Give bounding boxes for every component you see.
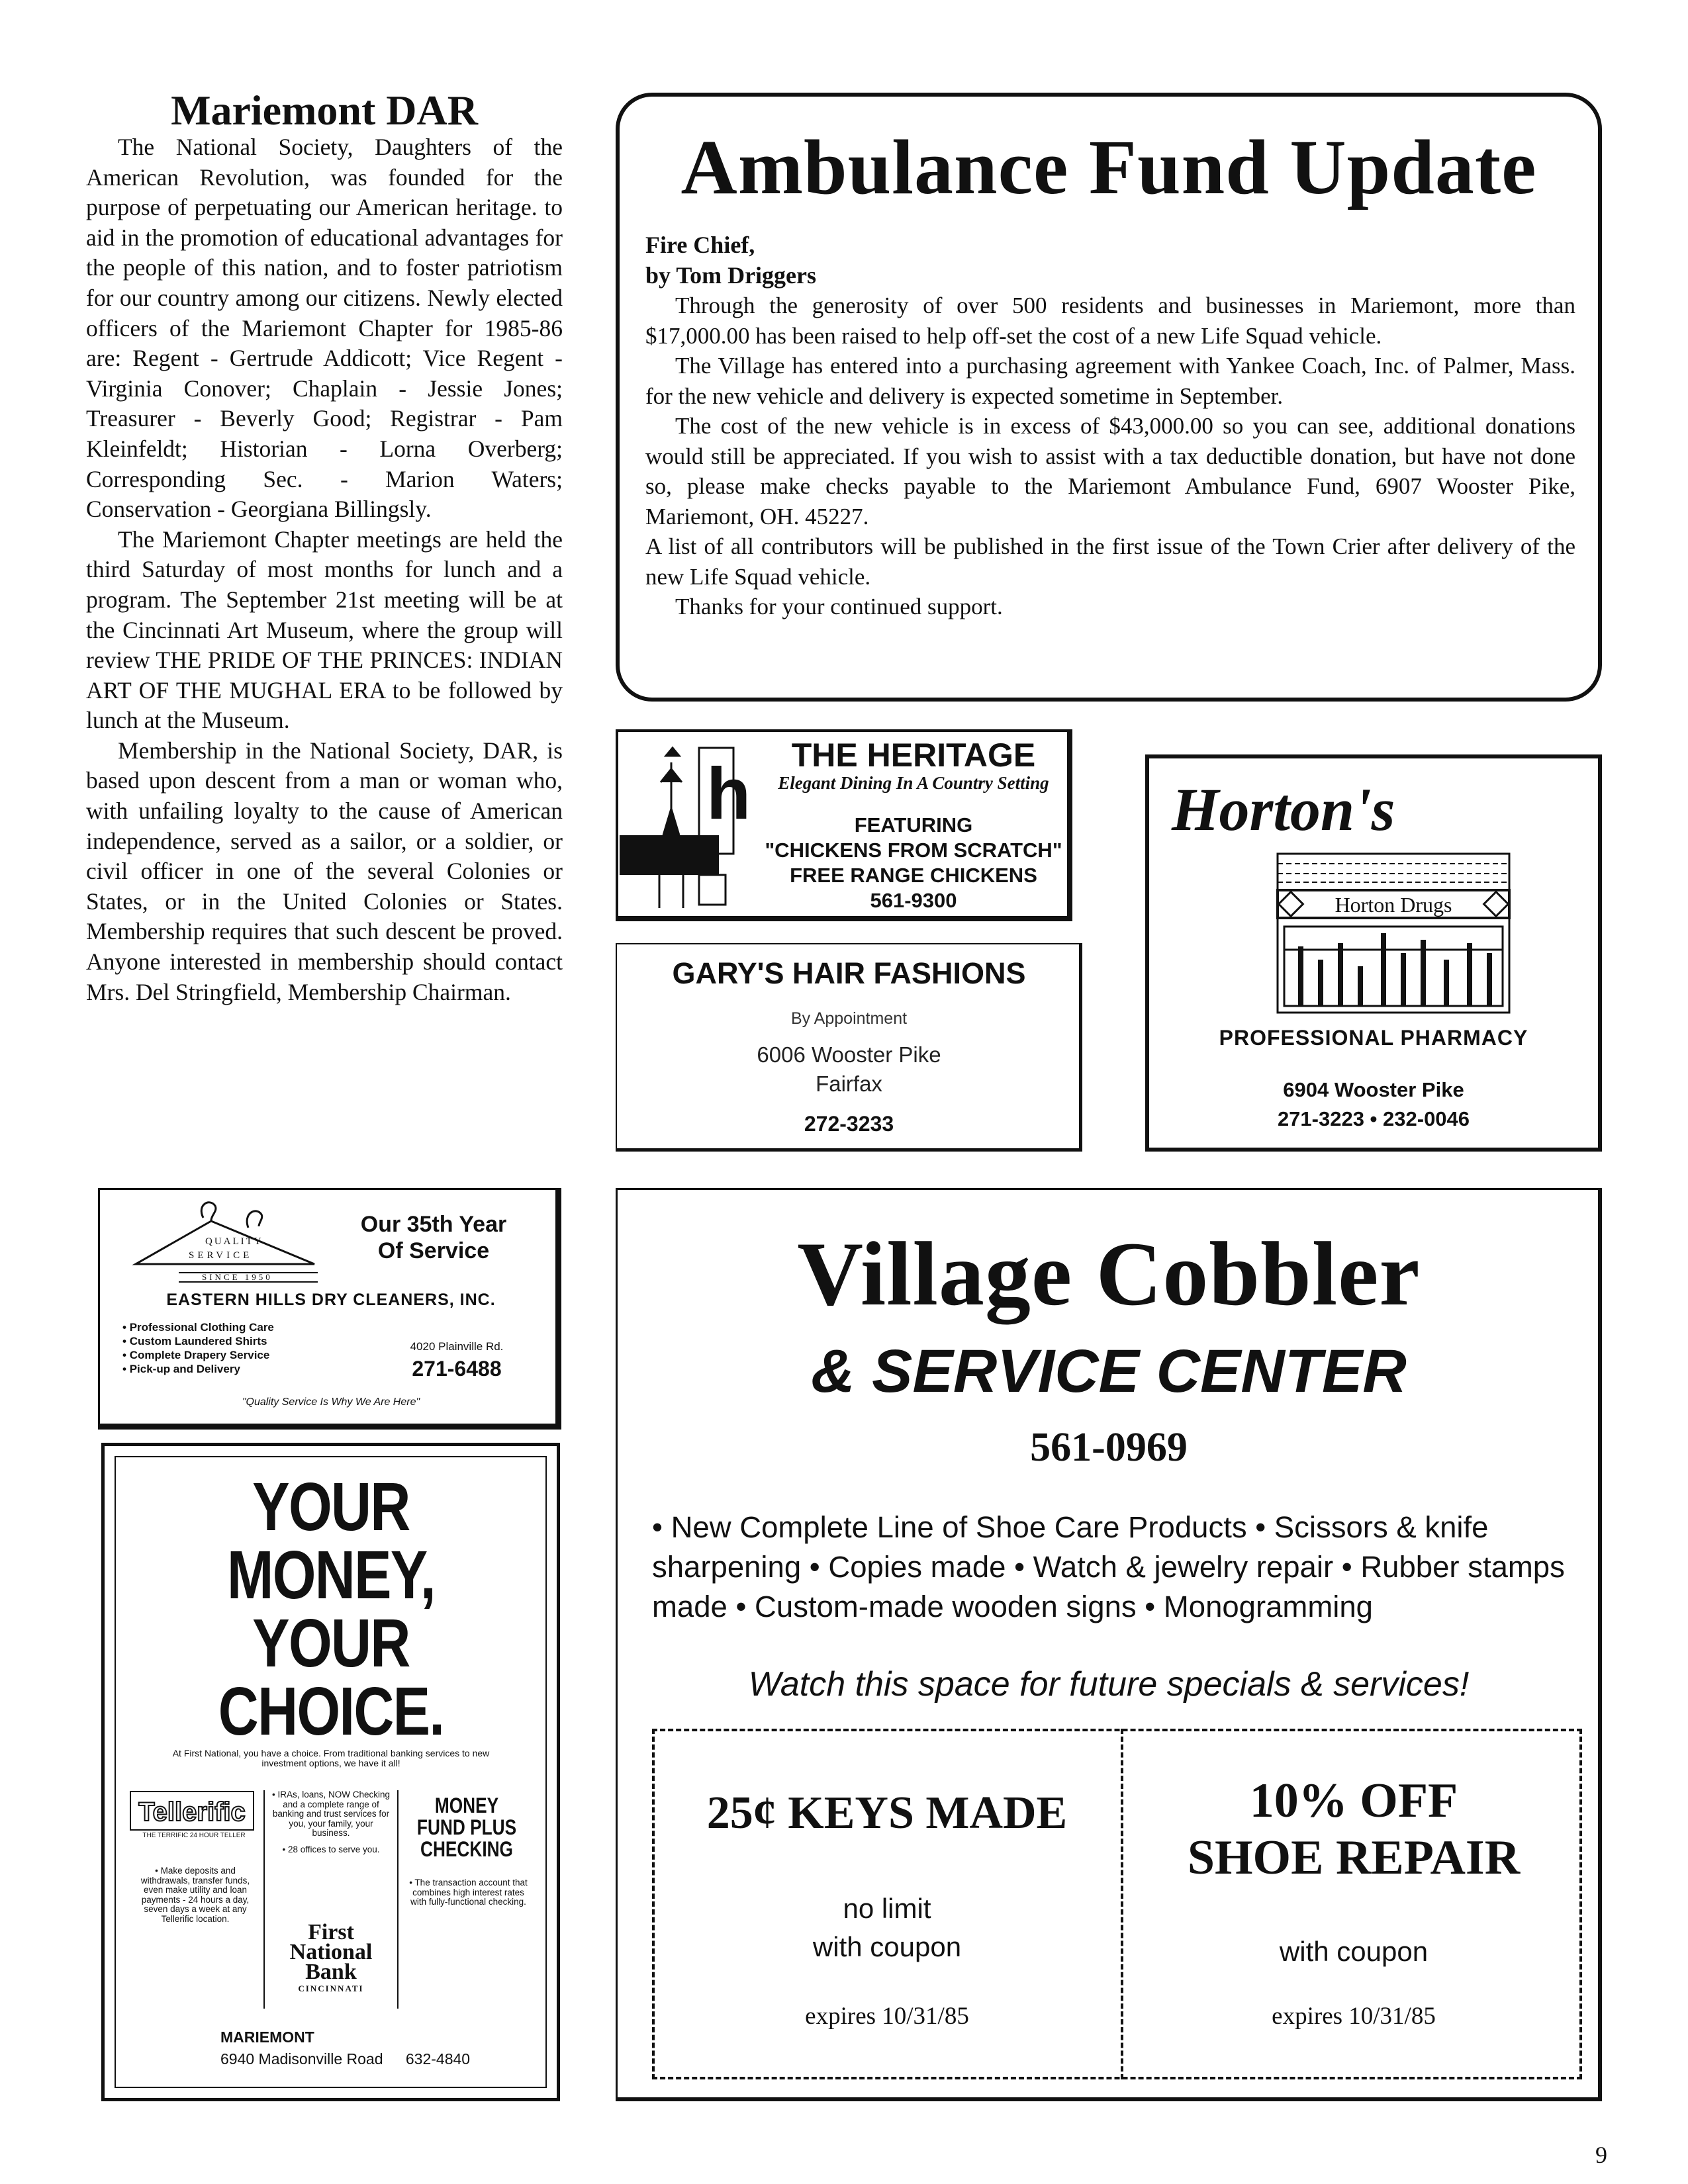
horton-storefront-icon <box>1274 850 1513 1016</box>
cleaners-services-list <box>122 1320 400 1376</box>
bank-intro: At First National, you have a choice. From traditional banking services to new investment options, we have it all! <box>172 1748 490 1768</box>
cleaners-years: Our 35th Year <box>360 1212 507 1237</box>
keys-coupon-title: 25¢ KEYS MADE <box>706 1788 1068 1839</box>
dar-article-body <box>86 132 563 1007</box>
heritage-name: THE HERITAGE <box>791 737 1036 774</box>
cleaners-name: EASTERN HILLS DRY CLEANERS, INC. <box>166 1291 496 1309</box>
horton-script-logo: Horton's <box>1172 776 1395 843</box>
money-fund-text: • The transaction account that combines high interest rates with fully-functional checking. <box>409 1878 528 1907</box>
ambulance-paragraph: Through the generosity of over 500 residents and businesses in Mariemont, more than $17,000.00 has been raised to help off-set the cost of a new Life Squad vehicle. <box>645 293 1575 349</box>
bank-branch-address: 6940 Madisonville Road <box>220 2050 383 2068</box>
svg-text:h: h <box>706 753 751 835</box>
ambulance-title: Ambulance Fund Update <box>680 124 1537 210</box>
cobbler-subtitle: & SERVICE CENTER <box>811 1338 1407 1405</box>
first-national-city: CINCINNATI <box>298 1983 364 1993</box>
dar-paragraph: The National Society, Daughters of the American Revolution, was founded for the purpose of perpetuating our American heritage. to aid in the promotion of educational advantages for the people of this nation, and to foster patriotism for our country among our citizens. Newly elected officers of the Mariemont Chapter for 1985-86 are: Regent - Gertrude Addicott; Vice Regent - Virginia Conover; Chaplain - Jessie Jones; Treasurer - Beverly Good; Registrar - Pam Kleinfeldt; Historian - Lorna Overberg; Corresponding Sec. - Marion Waters; Conservation - Georgiana Billingsly. <box>86 134 563 523</box>
heritage-features <box>761 813 1066 913</box>
coupon-divider <box>1121 1729 1123 2079</box>
cobbler-title: Village Cobbler <box>797 1223 1421 1324</box>
gary-phone: 272-3233 <box>804 1112 894 1136</box>
tellerific-wordmark: Tellerific <box>138 1797 246 1827</box>
list-item: • Professional Clothing Care <box>122 1321 274 1334</box>
first-national-logo: First National Bank <box>289 1920 373 1984</box>
horton-contact <box>1152 1075 1595 1134</box>
cobbler-phone: 561-0969 <box>1030 1425 1188 1470</box>
heritage-tagline: Elegant Dining In A Country Setting <box>778 773 1049 793</box>
money-fund-title: MONEY FUND PLUS CHECKING <box>416 1794 517 1861</box>
horton-tagline: PROFESSIONAL PHARMACY <box>1219 1026 1528 1050</box>
horton-address: 6904 Wooster Pike <box>1283 1078 1464 1101</box>
cobbler-watch-note: Watch this space for future specials & services! <box>748 1665 1470 1704</box>
bank-column-divider <box>397 1790 399 2009</box>
heritage-featuring-label: FEATURING <box>854 813 973 837</box>
hanger-quality-text: QUALITY <box>205 1236 263 1247</box>
shoe-coupon-details: with coupon <box>1279 1936 1429 1967</box>
horton-phones: 271-3223 • 232-0046 <box>1277 1107 1470 1130</box>
bank-column-divider <box>263 1790 265 2009</box>
bank-branch <box>220 2026 532 2070</box>
dar-paragraph: Membership in the National Society, DAR, is based upon descent from a man or woman who, with unfailing loyalty to the cause of American independence, served as a sailor, or a soldier, or civil officer in one of the several Colonies or States, or in the United Colonies or States. Membership requires that such descent be proved. Anyone interested in membership should contact Mrs. Del Stringfield, Membership Chairman. <box>86 737 563 1005</box>
tellerific-logo-icon <box>129 1790 255 1833</box>
ambulance-paragraph: A list of all contributors will be published in the first issue of the Town Crier after delivery of the new Life Squad vehicle. <box>645 533 1575 590</box>
horton-sign-text: Horton Drugs <box>1335 893 1452 917</box>
ambulance-byline-role: Fire Chief, <box>645 232 755 258</box>
cleaners-of-service: Of Service <box>377 1238 490 1263</box>
keys-coupon-expiry: expires 10/31/85 <box>805 2003 969 2030</box>
keys-coupon-details: no limit with coupon <box>812 1893 962 1962</box>
list-item: • Custom Laundered Shirts <box>122 1335 267 1347</box>
bank-services-text: • IRAs, loans, NOW Checking and a complete range of banking and trust services for you, your family, your business. • 28 offices to serve you. <box>271 1790 391 1854</box>
list-item: • Pick-up and Delivery <box>122 1363 240 1375</box>
ambulance-article-body <box>645 230 1575 622</box>
dar-title: Mariemont DAR <box>171 87 478 134</box>
gary-address <box>619 1040 1079 1099</box>
heritage-feature-line: FREE RANGE CHICKENS <box>790 864 1037 887</box>
hanger-since-text: SINCE 1950 <box>202 1272 273 1282</box>
ambulance-paragraph: The Village has entered into a purchasing agreement with Yankee Coach, Inc. of Palmer, Mass. for the new vehicle and delivery is expected sometime in September. <box>645 353 1575 409</box>
hanger-logo-icon <box>129 1195 328 1284</box>
cleaners-anniversary <box>334 1211 533 1264</box>
gary-name: GARY'S HAIR FASHIONS <box>672 956 1026 990</box>
heritage-logo-icon <box>620 736 752 916</box>
page-number: 9 <box>1595 2142 1607 2168</box>
dar-paragraph: The Mariemont Chapter meetings are held the third Saturday of most months for lunch and a program. The September 21st meeting will be at the Cincinnati Art Museum, where the group will review THE PRIDE OF THE PRINCES: INDIAN ART OF THE MUGHAL ERA to be followed by lunch at the Museum. <box>86 525 563 734</box>
gary-street: 6006 Wooster Pike <box>757 1042 941 1067</box>
cleaners-address: 4020 Plainville Rd. <box>410 1340 504 1353</box>
tellerific-tagline: THE TERRIFIC 24 HOUR TELLER <box>142 1832 246 1839</box>
gary-appointment: By Appointment <box>790 1009 908 1028</box>
cleaners-slogan: "Quality Service Is Why We Are Here" <box>242 1396 420 1408</box>
ambulance-byline-author: by Tom Driggers <box>645 261 817 289</box>
heritage-phone: 561-9300 <box>870 889 957 912</box>
gary-city: Fairfax <box>816 1071 882 1096</box>
shoe-coupon-title: 10% OFF SHOE REPAIR <box>1187 1774 1521 1885</box>
bank-branch-phone: 632-4840 <box>405 2050 471 2068</box>
hanger-service-text: SERVICE <box>189 1250 253 1261</box>
bank-branch-name: MARIEMONT <box>220 2028 314 2046</box>
bank-tellerific-text: • Make deposits and withdrawals, transfer funds, even make utility and loan payments - 24 hours a day, seven days a week at any Tellerific location. <box>140 1866 250 1924</box>
list-item: • Complete Drapery Service <box>122 1349 270 1361</box>
cleaners-phone: 271-6488 <box>412 1357 502 1381</box>
shoe-coupon-expiry: expires 10/31/85 <box>1272 2003 1436 2030</box>
ambulance-paragraph: Thanks for your continued support. <box>675 594 1003 619</box>
ambulance-paragraph: The cost of the new vehicle is in excess of $43,000.00 so you can see, additional donations would still be appreciated. If you wish to assist with a tax deductible donation, but have not done so, please make checks payable to the Mariemont Ambulance Fund, 6907 Wooster Pike, Mariemont, OH. 45227. <box>645 413 1575 529</box>
heritage-feature-line: "CHICKENS FROM SCRATCH" <box>765 839 1062 862</box>
bank-headline: YOUR MONEY, YOUR CHOICE. <box>218 1469 444 1749</box>
cobbler-services: • New Complete Line of Shoe Care Products • Scissors & knife sharpening • Copies made • Watch & jewelry repair • Rubber stamps made • Custom-made wooden signs • Monogramming <box>652 1510 1565 1623</box>
